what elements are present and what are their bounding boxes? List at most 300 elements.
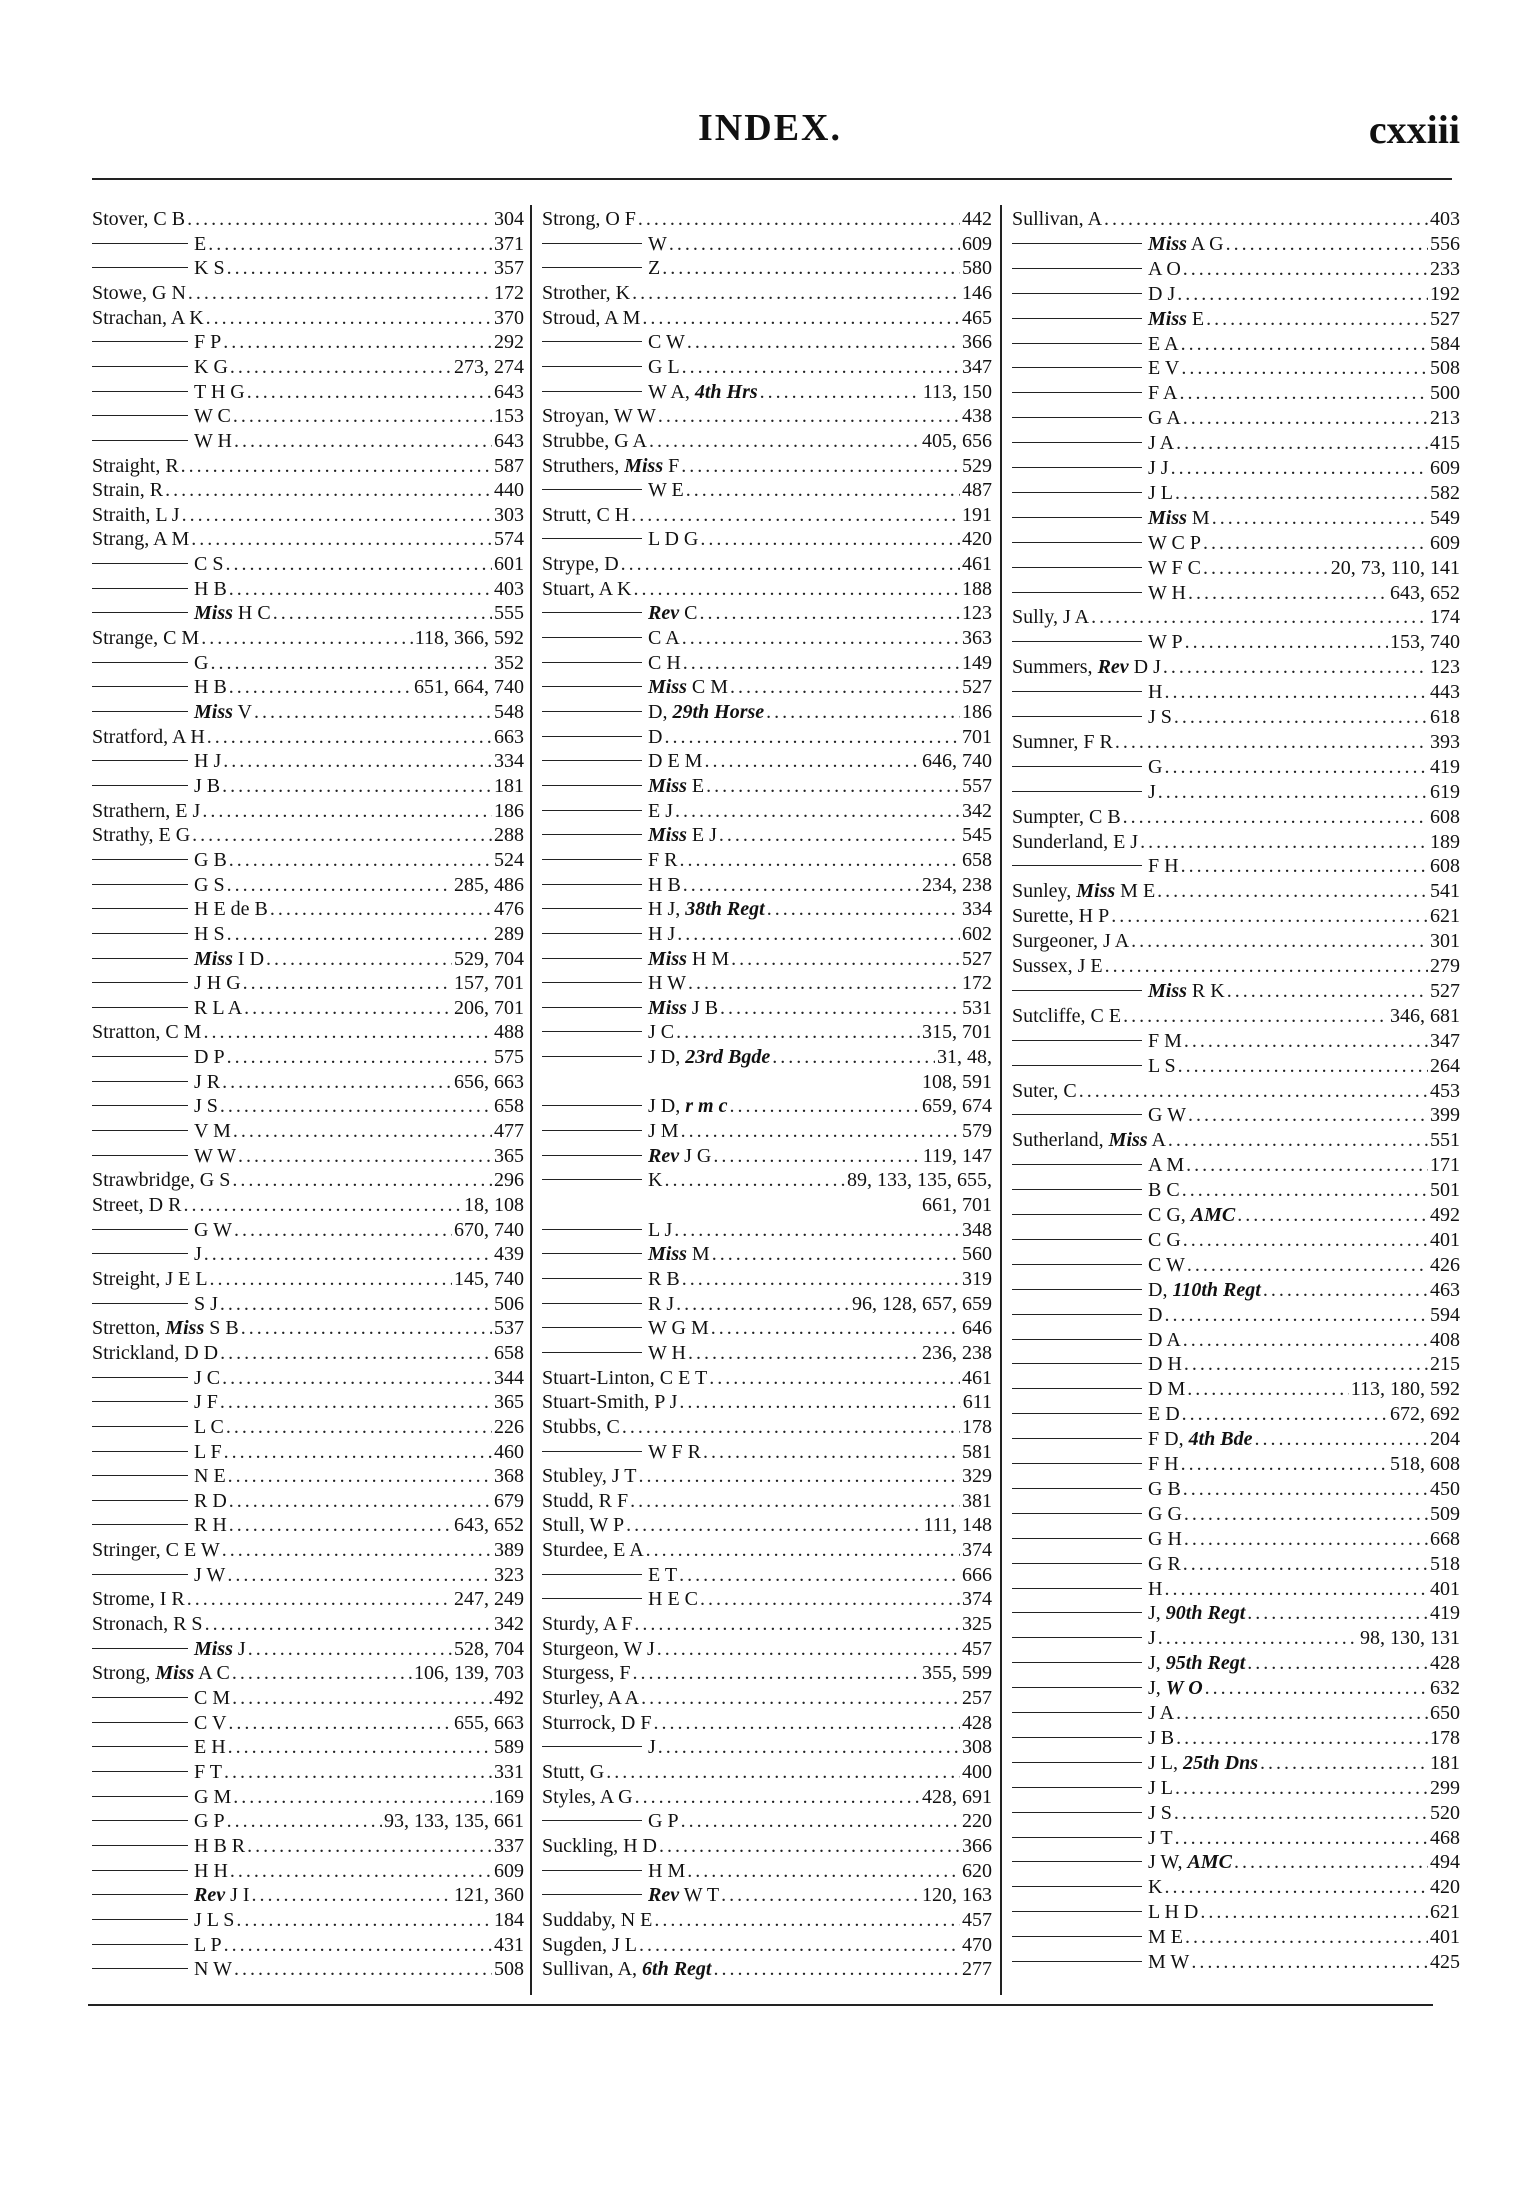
dot-leader <box>635 1784 920 1810</box>
index-entry <box>92 847 524 873</box>
entry-pages: 329 <box>962 1465 992 1488</box>
entry-name: N W <box>194 1958 232 1981</box>
index-entry <box>1012 331 1460 357</box>
entry-name: Miss M <box>648 1243 710 1266</box>
entry-pages: 601 <box>494 553 524 576</box>
entry-name: V M <box>194 1120 231 1143</box>
entry-pages: 460 <box>494 1440 524 1463</box>
dot-leader <box>227 872 452 898</box>
entry-pages: 172 <box>494 281 524 304</box>
entry-pages: 508 <box>1430 357 1460 380</box>
dot-leader <box>688 970 960 996</box>
dot-leader <box>1164 754 1428 780</box>
ditto-dash <box>1012 1936 1142 1937</box>
index-entry <box>542 1636 992 1662</box>
dot-leader <box>234 1956 492 1982</box>
entry-pages: 476 <box>494 898 524 921</box>
entry-name: G W <box>1148 1104 1186 1127</box>
entry-pages: 666 <box>962 1563 992 1586</box>
ditto-dash <box>542 711 642 712</box>
dot-leader <box>1176 1725 1428 1751</box>
dot-leader <box>225 551 492 577</box>
entry-name: J D, 23rd Bgde <box>648 1046 771 1069</box>
index-entry <box>92 1315 524 1341</box>
dot-leader <box>1206 306 1428 332</box>
entry-pages: 658 <box>962 848 992 871</box>
entry-pages: 549 <box>1430 506 1460 529</box>
entry-pages: 401 <box>1430 1926 1460 1949</box>
entry-name: L P <box>194 1933 222 1956</box>
index-entry <box>92 1069 524 1095</box>
index-entry <box>542 1266 992 1292</box>
entry-name: N E <box>194 1465 226 1488</box>
index-entry <box>542 1784 992 1810</box>
ditto-dash <box>1012 1911 1142 1912</box>
dot-leader <box>674 1217 960 1243</box>
dot-leader <box>1260 1750 1428 1776</box>
index-entry <box>92 748 524 774</box>
index-entry <box>1012 306 1460 332</box>
index-entry <box>542 921 992 947</box>
index-entry <box>1012 1775 1460 1801</box>
ditto-dash <box>92 1845 188 1846</box>
entry-pages: 191 <box>962 503 992 526</box>
entry-pages: 347 <box>962 355 992 378</box>
entry-pages: 106, 139, 703 <box>414 1662 524 1685</box>
entry-pages: 399 <box>1430 1104 1460 1127</box>
entry-pages: 587 <box>494 454 524 477</box>
entry-pages: 400 <box>962 1760 992 1783</box>
entry-name: Sutherland, Miss A <box>1012 1129 1166 1152</box>
dot-leader <box>1123 1003 1388 1029</box>
entry-pages: 288 <box>494 824 524 847</box>
entry-name: J J <box>1148 457 1169 479</box>
ditto-dash <box>92 1648 188 1649</box>
entry-pages: 405, 656 <box>922 429 992 452</box>
index-entry <box>1012 1302 1460 1328</box>
ditto-dash <box>542 1451 642 1452</box>
dot-leader <box>713 1143 920 1169</box>
ditto-dash <box>1012 1040 1142 1041</box>
entry-name: Miss E J <box>648 824 717 847</box>
entry-name: Sturdee, E A <box>542 1539 644 1562</box>
ditto-dash <box>1012 1164 1142 1165</box>
index-entry <box>542 428 992 454</box>
entry-pages: 206, 701 <box>454 996 524 1019</box>
index-entry <box>542 1069 992 1095</box>
entry-name: A M <box>1148 1154 1185 1177</box>
entry-pages: 174 <box>1430 606 1460 629</box>
entry-name: J H G <box>194 972 241 995</box>
entry-name: R J <box>648 1292 675 1315</box>
index-entry <box>92 1759 524 1785</box>
index-entry <box>92 921 524 947</box>
ditto-dash <box>542 366 642 367</box>
dot-leader <box>1179 380 1428 406</box>
dot-leader <box>1188 580 1388 606</box>
entry-name: W F R <box>648 1440 701 1463</box>
entry-pages: 556 <box>1430 232 1460 255</box>
entry-pages: 149 <box>962 651 992 674</box>
entry-name: Strang, A M <box>92 528 190 551</box>
index-entry <box>542 453 992 479</box>
index-entry <box>542 551 992 577</box>
index-entry <box>92 773 524 799</box>
index-entry <box>1012 1849 1460 1875</box>
dot-leader <box>1237 1202 1428 1228</box>
entry-name: Suckling, H D <box>542 1834 657 1857</box>
entry-name: R B <box>648 1267 680 1290</box>
entry-pages: 348 <box>962 1218 992 1241</box>
dot-leader <box>1140 829 1428 855</box>
dot-leader <box>712 1241 960 1267</box>
index-entry <box>92 1291 524 1317</box>
entry-name: F H <box>1148 1453 1179 1475</box>
index-entry <box>1012 1277 1460 1303</box>
ditto-dash <box>1012 243 1142 244</box>
index-entry <box>1012 1028 1460 1054</box>
entry-name: Strubbe, G A <box>542 429 647 452</box>
ditto-dash <box>92 1007 188 1008</box>
entry-pages: 500 <box>1430 382 1460 405</box>
index-entry <box>542 1759 992 1785</box>
dot-leader <box>1176 430 1428 456</box>
entry-name: L H D <box>1148 1901 1199 1924</box>
dot-leader <box>677 921 960 947</box>
dot-leader <box>766 699 960 725</box>
index-entry <box>92 1143 524 1169</box>
entry-name: Streight, J E L <box>92 1267 208 1290</box>
index-entry <box>92 1660 524 1686</box>
dot-leader <box>634 1611 960 1637</box>
index-entry <box>1012 1576 1460 1602</box>
entry-pages: 608 <box>1430 805 1460 828</box>
index-entry <box>542 822 992 848</box>
index-entry <box>542 699 992 725</box>
entry-pages: 119, 147 <box>922 1144 992 1167</box>
dot-leader <box>641 1685 960 1711</box>
ditto-dash <box>542 1253 642 1254</box>
dot-leader <box>622 1414 960 1440</box>
ditto-dash <box>1012 1787 1142 1788</box>
ditto-dash <box>542 834 642 835</box>
ditto-dash <box>92 1919 188 1920</box>
index-entry <box>1012 1924 1460 1950</box>
ditto-dash <box>1012 1065 1142 1066</box>
index-entry <box>92 1217 524 1243</box>
entry-pages: 668 <box>1430 1527 1460 1550</box>
ditto-dash <box>92 1056 188 1057</box>
entry-pages: 18, 108 <box>464 1194 524 1216</box>
entry-name: H <box>1148 681 1163 704</box>
entry-name: Sullivan, A <box>1012 208 1103 230</box>
dot-leader <box>266 946 452 972</box>
dot-leader <box>1183 1476 1428 1502</box>
index-entry <box>542 1340 992 1366</box>
entry-pages: 428, 691 <box>922 1785 992 1808</box>
dot-leader <box>632 280 960 306</box>
entry-name: Stronach, R S <box>92 1613 203 1636</box>
entry-pages: 621 <box>1430 1901 1460 1924</box>
dot-leader <box>688 1340 920 1366</box>
dot-leader <box>706 773 960 799</box>
entry-name: Miss J <box>194 1637 246 1660</box>
index-entry <box>542 1192 992 1218</box>
entry-name: J <box>194 1243 202 1266</box>
index-column-1 <box>92 206 524 1996</box>
entry-name: G L <box>648 355 680 378</box>
entry-name: H J, 38th Regt <box>648 898 765 921</box>
entry-pages: 20, 73, 110, 141 <box>1330 556 1460 579</box>
index-entry <box>1012 654 1460 680</box>
entry-pages: 557 <box>962 774 992 797</box>
ditto-dash <box>92 612 188 613</box>
entry-pages: 342 <box>962 799 992 822</box>
entry-pages: 220 <box>962 1810 992 1833</box>
dot-leader <box>227 255 492 281</box>
entry-pages: 643, 652 <box>1390 581 1460 604</box>
ditto-dash <box>92 243 188 244</box>
entry-pages: 465 <box>962 306 992 329</box>
entry-pages: 234, 238 <box>922 873 992 896</box>
entry-pages: 403 <box>494 577 524 600</box>
entry-name: W F C <box>1148 556 1201 579</box>
entry-name: Styles, A G <box>542 1785 633 1808</box>
entry-name: E <box>194 232 207 255</box>
entry-name: G <box>1148 755 1163 778</box>
entry-pages: 365 <box>494 1144 524 1167</box>
entry-name: W H <box>194 429 232 452</box>
entry-pages: 303 <box>494 503 524 526</box>
entry-name: J L <box>1148 1776 1173 1799</box>
dot-leader <box>202 798 492 824</box>
index-entry <box>92 625 524 651</box>
entry-pages: 355, 599 <box>922 1662 992 1685</box>
entry-name: Miss E <box>1148 307 1205 330</box>
entry-name: G B <box>194 848 227 871</box>
dot-leader <box>1184 1028 1428 1054</box>
entry-name: Miss C M <box>648 676 729 699</box>
entry-pages: 96, 128, 657, 659 <box>852 1292 992 1315</box>
entry-name: Street, D R <box>92 1194 182 1216</box>
ditto-dash <box>92 267 188 268</box>
entry-pages: 98, 130, 131 <box>1360 1627 1460 1650</box>
entry-pages: 609 <box>1430 531 1460 554</box>
entry-name: Stroud, A M <box>542 306 641 329</box>
index-entry <box>1012 829 1460 855</box>
entry-pages: 650 <box>1430 1702 1460 1724</box>
entry-name: J L S <box>194 1908 235 1931</box>
entry-name: Stowe, G N <box>92 281 186 304</box>
index-entry <box>542 305 992 331</box>
dot-leader <box>1163 654 1428 680</box>
dot-leader <box>679 1562 960 1588</box>
ditto-dash <box>92 1451 188 1452</box>
entry-pages: 537 <box>494 1317 524 1340</box>
ditto-dash <box>1012 1264 1142 1265</box>
ditto-dash <box>1012 567 1142 568</box>
dot-leader <box>1178 1053 1428 1079</box>
entry-pages: 508 <box>494 1958 524 1981</box>
entry-pages: 181 <box>1430 1751 1460 1774</box>
entry-name: C A <box>648 627 680 650</box>
dot-leader <box>711 1315 960 1341</box>
entry-name: H S <box>194 922 225 945</box>
index-entry <box>542 1463 992 1489</box>
ditto-dash <box>92 884 188 885</box>
entry-pages: 646 <box>962 1317 992 1340</box>
entry-pages: 659, 674 <box>922 1095 992 1118</box>
entry-pages: 541 <box>1430 880 1460 903</box>
entry-pages: 31, 48, <box>937 1046 992 1069</box>
entry-pages: 108, 591 <box>922 1070 992 1093</box>
ditto-dash <box>542 1870 642 1871</box>
entry-name: J L <box>1148 481 1173 504</box>
ditto-dash <box>1012 1239 1142 1240</box>
dot-leader <box>1181 853 1428 879</box>
dot-leader <box>1183 1227 1428 1253</box>
entry-pages: 555 <box>494 602 524 625</box>
dot-leader <box>187 1586 452 1612</box>
page-number: cxxiii <box>1368 107 1460 152</box>
index-entry <box>1012 1476 1460 1502</box>
dot-leader <box>210 650 492 676</box>
index-entry <box>1012 1501 1460 1527</box>
entry-name: J W, AMC <box>1148 1851 1232 1874</box>
dot-leader <box>772 1044 935 1070</box>
dot-leader <box>204 1241 492 1267</box>
ditto-dash <box>1012 1513 1142 1514</box>
dot-leader <box>1187 1252 1428 1278</box>
entry-name: G <box>194 651 209 674</box>
dot-leader <box>1175 1775 1428 1801</box>
index-entry <box>92 1463 524 1489</box>
entry-pages: 658 <box>494 1095 524 1118</box>
entry-name: J A <box>1148 432 1175 455</box>
entry-pages: 285, 486 <box>454 873 524 896</box>
dot-leader <box>642 305 960 331</box>
ditto-dash <box>1012 1861 1142 1862</box>
entry-pages: 226 <box>494 1415 524 1438</box>
entry-name: F M <box>1148 1029 1182 1052</box>
dot-leader <box>1205 1675 1428 1701</box>
entry-pages: 548 <box>494 701 524 723</box>
entry-name: H B <box>194 676 227 699</box>
entry-name: J S <box>1148 1801 1172 1824</box>
dot-leader <box>1183 256 1428 282</box>
entry-pages: 575 <box>494 1046 524 1069</box>
entry-pages: 299 <box>1430 1776 1460 1799</box>
entry-pages: 580 <box>962 257 992 280</box>
entry-name: G A <box>1148 407 1181 430</box>
entry-pages: 488 <box>494 1021 524 1044</box>
entry-pages: 363 <box>962 627 992 650</box>
ditto-dash <box>542 1303 642 1304</box>
index-entry <box>542 206 992 232</box>
index-entry <box>92 551 524 577</box>
dot-leader <box>229 1512 452 1538</box>
dot-leader <box>1247 1650 1428 1676</box>
dot-leader <box>767 896 960 922</box>
entry-pages: 366 <box>962 331 992 354</box>
ditto-dash <box>92 1944 188 1945</box>
entry-name: Strother, K <box>542 281 631 304</box>
ditto-dash <box>92 662 188 663</box>
index-entry <box>542 280 992 306</box>
index-entry <box>1012 953 1460 979</box>
entry-name: Miss H M <box>648 947 730 970</box>
index-entry <box>92 1932 524 1958</box>
entry-name: Summers, Rev D J <box>1012 656 1161 679</box>
index-entry <box>92 329 524 355</box>
index-entry <box>92 403 524 429</box>
index-entry <box>92 1611 524 1637</box>
ditto-dash <box>542 1746 642 1747</box>
entry-pages: 494 <box>1430 1851 1460 1874</box>
index-entry <box>542 477 992 503</box>
ditto-dash <box>542 637 642 638</box>
index-entry <box>542 674 992 700</box>
dot-leader <box>682 625 960 651</box>
entry-pages: 123 <box>1430 656 1460 679</box>
entry-name: H J <box>648 922 676 945</box>
entry-name: D <box>1148 1303 1163 1326</box>
ditto-dash <box>1012 1687 1142 1688</box>
index-entry <box>92 305 524 331</box>
ditto-dash <box>92 958 188 959</box>
index-entry <box>1012 1227 1460 1253</box>
index-entry <box>542 946 992 972</box>
entry-name: D, 29th Horse <box>648 701 765 723</box>
entry-pages: 184 <box>494 1908 524 1931</box>
index-entry <box>92 502 524 528</box>
index-entry <box>92 1808 524 1834</box>
ditto-dash <box>542 958 642 959</box>
entry-name: Stratford, A H <box>92 725 205 748</box>
dot-leader <box>700 526 960 552</box>
ditto-dash <box>542 1352 642 1353</box>
index-entry <box>1012 679 1460 705</box>
entry-name: F R <box>648 848 678 871</box>
entry-pages: 620 <box>962 1859 992 1882</box>
dot-leader <box>1177 281 1428 307</box>
dot-leader <box>230 1858 492 1884</box>
ditto-dash <box>1012 691 1142 692</box>
dot-leader <box>1184 1351 1428 1377</box>
entry-pages: 661, 701 <box>922 1194 992 1216</box>
entry-pages: 334 <box>962 898 992 921</box>
ditto-dash <box>92 1155 188 1156</box>
dot-leader <box>229 1488 492 1514</box>
entry-name: Stuart, A K <box>542 577 632 600</box>
entry-name: Strathern, E J <box>92 799 201 822</box>
entry-name: J S <box>194 1095 218 1118</box>
entry-pages: 425 <box>1430 1951 1460 1973</box>
index-entry <box>542 1808 992 1834</box>
index-entry <box>542 1562 992 1588</box>
dot-leader <box>606 1759 960 1785</box>
entry-pages: 273, 274 <box>454 355 524 378</box>
entry-name: Strickland, D D <box>92 1341 219 1364</box>
ditto-dash <box>92 588 188 589</box>
entry-name: Stuart-Smith, P J <box>542 1391 678 1414</box>
index-entry <box>92 1340 524 1366</box>
entry-name: Strong, Miss A C <box>92 1662 230 1685</box>
ditto-dash <box>542 1278 642 1279</box>
entry-name: J C <box>648 1021 675 1044</box>
entry-pages: 518, 608 <box>1390 1453 1460 1475</box>
index-entry <box>542 872 992 898</box>
